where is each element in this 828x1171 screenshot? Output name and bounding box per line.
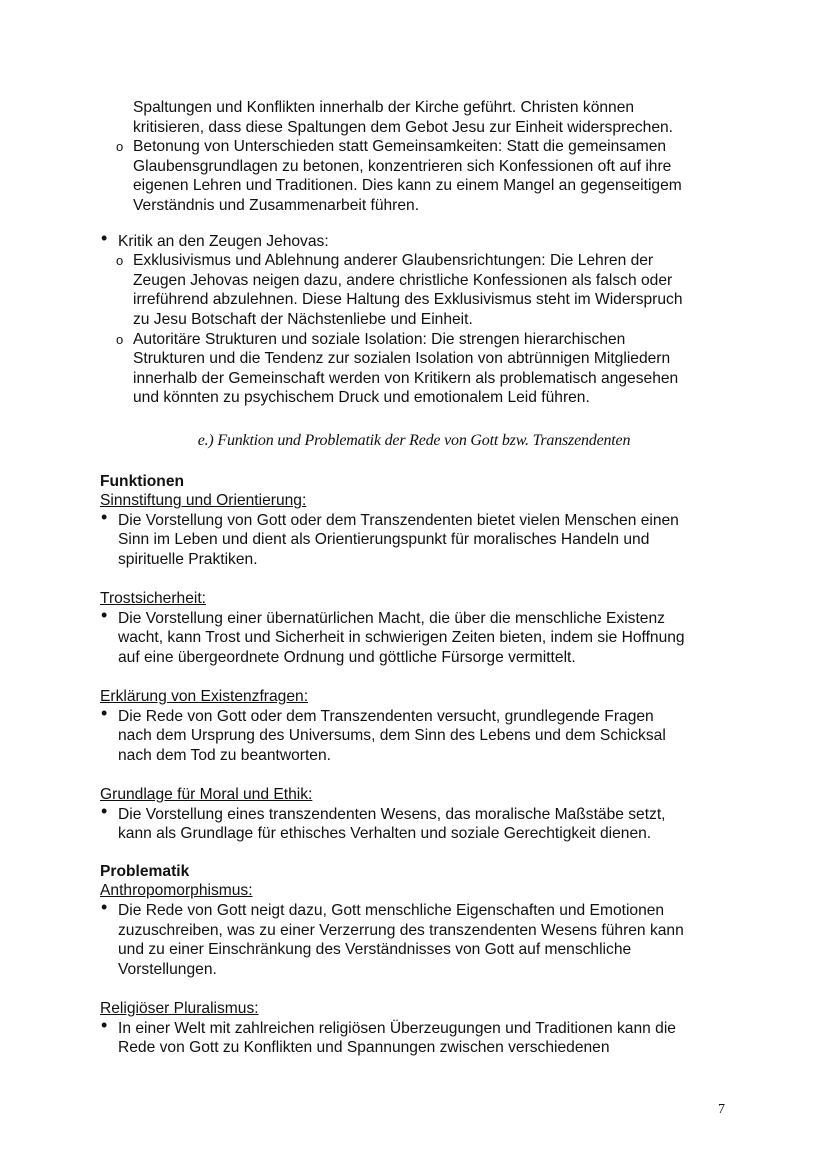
text-line: Die Vorstellung von Gott oder dem Transzendenten bietet vielen Menschen einen [118, 511, 679, 529]
text-line: Sinn im Leben und dient als Orientierungspunkt für moralisches Handeln und [118, 531, 650, 549]
bullet-trostsicherheit [0, 604, 828, 668]
text-line: Die Rede von Gott neigt dazu, Gott menschliche Eigenschaften und Emotionen [118, 901, 665, 919]
text-line: Verständnis und Zusammenarbeit führen. [133, 196, 420, 214]
text-line: wacht, kann Trost und Sicherheit in schwierigen Zeiten bieten, indem sie Hoffnung [118, 629, 685, 647]
bullet-label: Kritik an den Zeugen Jehovas: [118, 232, 329, 250]
text-line: auf eine übergeordnete Ordnung und göttliche Fürsorge vermittelt. [118, 648, 576, 666]
text-line: kann als Grundlage für ethisches Verhalten und soziale Gerechtigkeit dienen. [118, 825, 652, 843]
heading-problematik: Problematik [100, 862, 190, 880]
bullet-icon: • [101, 227, 108, 248]
label-trostsicherheit: Trostsicherheit: [100, 590, 207, 608]
circle-bullet-icon: o [116, 139, 124, 155]
bullet-kritik-zeugen-jehovas [0, 227, 828, 252]
circle-bullet-icon: o [116, 331, 124, 347]
text-line: spirituelle Praktiken. [118, 550, 258, 568]
bullet-icon: • [101, 702, 108, 723]
section-title: e.) Funktion und Problematik der Rede von Gott bzw. Transzendenten [197, 431, 631, 449]
text-line: nach dem Tod zu beantworten. [118, 746, 331, 764]
label-sinnstiftung: Sinnstiftung und Orientierung: [100, 492, 307, 510]
bullet-icon: • [101, 896, 108, 917]
text-line: In einer Welt mit zahlreichen religiösen Überzeugungen und Traditionen kann die [118, 1019, 676, 1037]
bullet-existenzfragen [0, 702, 828, 766]
text-line: Zeugen Jehovas neigen dazu, andere christliche Konfessionen als falsch oder [133, 271, 673, 289]
bullet-sinnstiftung [0, 506, 828, 570]
text-line: Rede von Gott zu Konflikten und Spannungen zwischen verschiedenen [118, 1039, 610, 1057]
text-line: zu Jesu Botschaft der Nächstenliebe und Einheit. [133, 310, 473, 328]
bullet-icon: • [101, 604, 108, 625]
text-line: kritisieren, dass diese Spaltungen dem Gebot Jesu zur Einheit widersprechen. [133, 118, 674, 136]
label-moral-ethik: Grundlage für Moral und Ethik: [100, 786, 313, 803]
label-anthropomorphismus: Anthropomorphismus: [100, 882, 253, 900]
text-line: Betonung von Unterschieden statt Gemeinsamkeiten: Statt die gemeinsamen [133, 138, 667, 156]
label-pluralismus: Religiöser Pluralismus: [100, 999, 259, 1017]
text-line: Spaltungen und Konflikten innerhalb der Kirche geführt. Christen können [133, 99, 635, 116]
text-line: zuzuschreiben, was zu einer Verzerrung des transzendenten Wesens führen kann [118, 921, 684, 939]
bullet-anthropomorphismus [0, 896, 828, 979]
page-number: 7 [718, 1102, 725, 1117]
bullet-icon: • [101, 1014, 108, 1035]
text-line: Die Vorstellung eines transzendenten Wesens, das moralische Maßstäbe setzt, [118, 805, 666, 823]
text-line: und zu einer Einschränkung des Verständnisses von Gott auf menschliche [118, 941, 632, 959]
bullet-pluralismus [0, 1014, 828, 1058]
text-line: Glaubensgrundlagen zu betonen, konzentrieren sich Konfessionen oft auf ihre [133, 157, 672, 175]
circle-bullet-icon: o [116, 253, 124, 269]
text-line: und könnten zu psychischem Druck und emotionalem Leid führen. [133, 389, 590, 407]
sub-item-betonung [0, 137, 828, 215]
sub-item-autoritaere-strukturen [0, 330, 828, 408]
bullet-icon: • [101, 506, 108, 527]
sub-item-exklusivismus [0, 251, 828, 329]
text-line: Vorstellungen. [118, 960, 217, 978]
text-line: Die Rede von Gott oder dem Transzendenten versucht, grundlegende Fragen [118, 707, 654, 725]
text-line: Autoritäre Strukturen und soziale Isolation: Die strengen hierarchischen [133, 330, 626, 348]
text-line: Exklusivismus und Ablehnung anderer Glaubensrichtungen: Die Lehren der [133, 252, 654, 270]
document-page [0, 98, 828, 1058]
text-line: innerhalb der Gemeinschaft werden von Kritikern als problematisch angesehen [133, 369, 679, 387]
bullet-moral-ethik [0, 800, 828, 844]
text-line: nach dem Ursprung des Universums, dem Sinn des Lebens und dem Schicksal [118, 727, 666, 745]
text-line: eigenen Lehren und Traditionen. Dies kann zu einem Mangel an gegenseitigem [133, 177, 682, 195]
text-line: Strukturen und die Tendenz zur sozialen Isolation von abtrünnigen Mitgliedern [133, 350, 671, 368]
bullet-icon: • [101, 800, 108, 821]
text-line: Die Vorstellung einer übernatürlichen Macht, die über die menschliche Existenz [118, 609, 665, 627]
continuation-paragraph [0, 98, 828, 137]
text-line: irreführend abzulehnen. Diese Haltung des Exklusivismus steht im Widerspruch [133, 291, 683, 309]
label-existenzfragen: Erklärung von Existenzfragen: [100, 688, 309, 706]
heading-funktionen: Funktionen [100, 472, 185, 490]
